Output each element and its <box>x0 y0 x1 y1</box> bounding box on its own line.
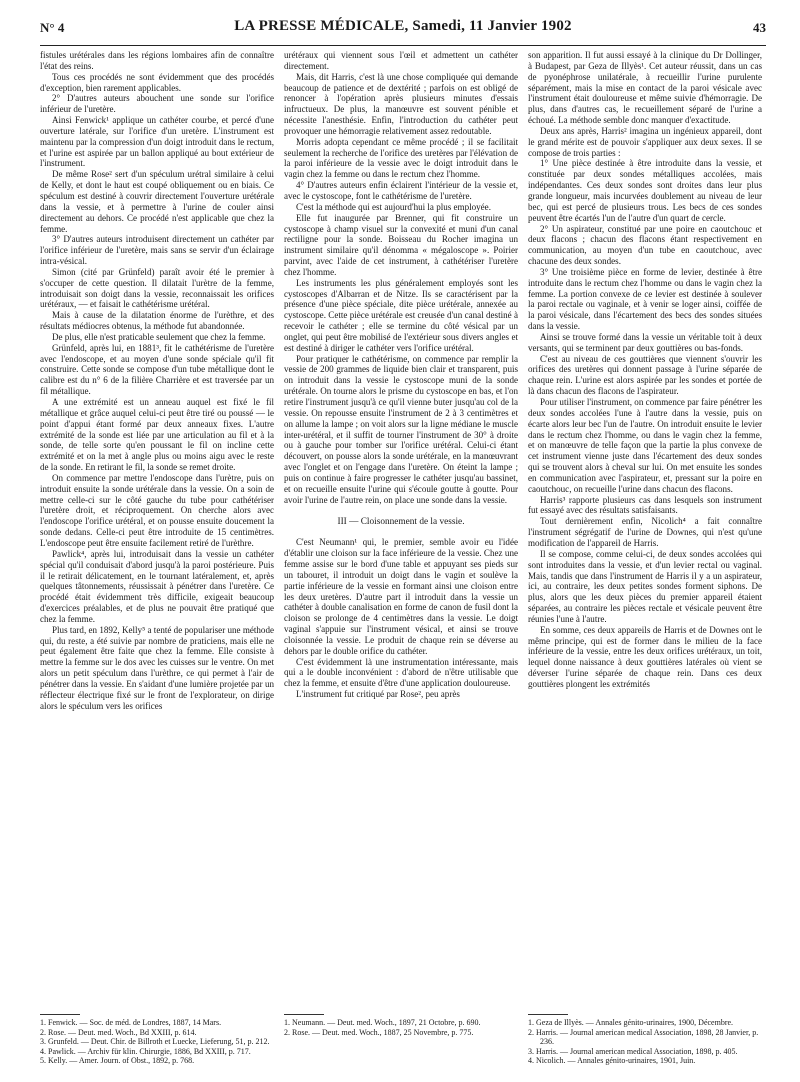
issue-number: N° 4 <box>40 20 65 35</box>
paragraph: Il se compose, comme celui-ci, de deux sondes accolées qui sont introduites dans la vessie, et d'un levier rectal ou vaginal. Mais, tandis que dans l'instrument de Harris il y a un aspirateur, ici, au contraire, les deux petites sondes forment siphons. De plus, alors que les deux pièces du premier appareil étaient séparées, au contraire les pièces rectale et vésicale peuvent être réunies l'une à l'autre. <box>528 548 762 624</box>
journal-title: LA PRESSE MÉDICALE, Samedi, 11 Janvier 1902 <box>234 18 572 34</box>
paragraph: Les instruments les plus généralement employés sont les cystoscopes d'Albarran et de Nitze. Ils se caractérisent par la présence d'une pièce spéciale, dite pièce urétérale, annexée au cystoscope. Cette pièce urétérale est creusée d'un canal destiné à recevoir le cathéter ; elle se termine du côté vésical par un onglet, qui peut être mobilisé de l'extérieur sous divers angles et est destiné à diriger le cathéter vers l'orifice urétéral. <box>284 277 518 353</box>
paragraph: Tous ces procédés ne sont évidemment que des procédés d'exception, bien rarement applicables. <box>40 71 274 93</box>
paragraph: Grünfeld, après lui, en 1881³, fit le cathétérisme de l'uretère avec l'endoscope, et au moyen d'une sonde spéciale qu'il fit construire. Cette sonde se compose d'un tube métallique dont le calibre est du n° 6 de la filière Charrière et est traversée par un fil métallique. <box>40 342 274 397</box>
paragraph: On commence par mettre l'endoscope dans l'urètre, puis on introduit ensuite la sonde urétérale dans la vessie. On a soin de mettre celle-ci sur le côté gauche du tube pour cathétériser l'uretère droit, et réciproquement. On cherche alors avec l'endoscope l'orifice urétéral, et on pousse ensuite doucement la sonde dedans. Celle-ci peut être introduite de 15 centimètres. L'endoscope peut être ensuite facilement retiré de l'urèthre. <box>40 472 274 548</box>
paragraph: urétéraux qui viennent sous l'œil et admettent un cathéter directement. <box>284 50 518 71</box>
paragraph: Pour pratiquer le cathétérisme, on commence par remplir la vessie de 200 grammes de liquide bien clair et transparent, puis on introduit dans la vessie le cystoscope muni de la sonde urétérale. On tourne alors le prisme du cystoscope en bas, et l'on retire l'instrument jusqu'à ce qu'il vienne buter jusqu'au col de la vessie. On repousse ensuite l'instrument de 2 à 3 centimètres et on allume la lampe ; on voit alors sur la ligne médiane le muscle inter-urétéral, et il suffit de tourner l'instrument de 30° à droite ou à gauche pour tomber sur l'orifice urétéral. Celui-ci étant découvert, on pousse alors la sonde urétérale, en la manœuvrant avec l'onglet et on l'engage dans l'uretère. On éteint la lampe ; puis on continue à faire progresser le cathéter jusqu'au bassinet, et on recueille ensuite l'urine qui s'écoule goutte à goutte. Pour avoir l'urine de l'autre rein, on place une sonde dans la vessie. <box>284 353 518 505</box>
footnote: 2. Rose. — Deut. med. Woch., Bd XXIII, p. 614. <box>40 1027 197 1037</box>
paragraph: 3° Une troisième pièce en forme de levier, destinée à être introduite dans le rectum chez l'homme ou dans le vagin chez la femme. La portion convexe de ce levier est destinée à soulever la paroi rectale ou vaginale, et à venir se loger ainsi, coiffée de la paroi vésicale, dans l'écartement des becs des sondes situées dans la vessie. <box>528 266 762 332</box>
paragraph: fistules urétérales dans les régions lombaires afin de connaître l'état des reins. <box>40 50 274 71</box>
paragraph: De même Rose² sert d'un spéculum urétral similaire à celui de Kelly, et dont le haut est coupé obliquement ou en biais. Ce spéculum est destiné à couvrir directement l'ouverture urétérale dans la vessie, et à permettre à l'urine de couler ainsi directement au dehors. Ce procédé n'est applicable que chez la femme. <box>40 169 274 234</box>
column-1 <box>40 50 274 711</box>
footnote: 2. Rose. — Deut. med. Woch., 1887, 25 Novembre, p. 775. <box>284 1027 474 1037</box>
footnote: 1. Geza de Illyès. — Annales génito-urinaires, 1900, Décembre. <box>528 1018 734 1027</box>
paragraph: Plus tard, en 1892, Kelly⁵ a tenté de populariser une méthode qui, du reste, a été suivie par nombre de praticiens, mais elle ne peut également être faite que chez la femme. Elle consiste à mettre la femme sur le dos avec les cuisses sur le ventre. On met alors un petit spéculum dans l'urèthre, ce qui permet à l'air de pénétrer dans la vessie. En s'aidant d'une lumière projetée par un réflecteur électrique fixé sur le front de l'explorateur, on dirige alors le spéculum vers les orifices <box>40 624 274 711</box>
paragraph: Harris³ rapporte plusieurs cas dans lesquels son instrument fut essayé avec des résultats satisfaisants. <box>528 494 762 516</box>
header-rule <box>40 45 766 46</box>
paragraph: Pour utiliser l'instrument, on commence par faire pénétrer les deux sondes accolées l'une à l'autre dans la vessie, puis on écarte alors leur bec l'un de l'autre. On introduit ensuite le levier dans le rectum chez l'homme, ou dans le vagin chez la femme, et on manœuvre de telle façon que la partie la plus convexe de cet instrument vienne juste dans l'écartement des deux sondes qui se trouvent alors à cheval sur lui. On met ensuite les sondes en communication avec l'aspirateur, et, pressant sur la poire en caoutchouc, on recueille l'urine dans chacun des flacons. <box>528 397 762 494</box>
paragraph: A une extrémité est un anneau auquel est fixé le fil métallique et grâce auquel celui-ci peut être tiré ou poussé — le point d'appui étant formé par deux anneaux fixes. L'autre extrémité de la sonde est liée par une articulation au fil et à la sonde, de telle sorte qu'en poussant le fil on incline cette extrémité et on la met à angle plus ou moins aigu avec le reste de la sonde. En retirant le fil, la sonde se remet droite. <box>40 397 274 473</box>
paragraph: De plus, elle n'est praticable seulement que chez la femme. <box>52 331 266 342</box>
footnotes-column-1 <box>40 1018 274 1066</box>
footnotes-column-2 <box>284 1018 518 1037</box>
paragraph: C'est Neumann¹ qui, le premier, semble avoir eu l'idée d'établir une cloison sur la face inférieure de la vessie. Chez une femme assise sur le bord d'une table et appuyant ses pieds sur un tabouret, il introduit un doigt dans le vagin et soulève la partie inférieure de la vessie en formant ainsi une cloison entre les deux uretères. D'autre part il introduit dans la vessie un cathéter à double canalisation en forme de canon de fusil dont la cloison se prolonge de 4 centimètres dans la vessie. Le doigt vaginal s'appuie sur l'instrument vésical, et ainsi se trouve cloisonnée la vessie. Le produit de chaque rein se déverse au dehors par le double orifice du cathéter. <box>284 537 518 656</box>
paragraph: son apparition. Il fut aussi essayé à la clinique du Dr Dollinger, à Budapest, par Geza de Illyès¹. Cet auteur réussit, dans un cas de pyonéphrose unilatérale, à recueillir l'urine purulente séparément, mais la mise en contact de la paroi vésicale avec l'instrument était douloureuse et même suivie d'hémorragie. De plus, dans d'autres cas, le recueillement séparé de l'urine a échoué. La méthode semble donc manquer d'exactitude. <box>528 50 762 126</box>
footnote: 5. Kelly. — Amer. Journ. of Obst., 1892, p. 768. <box>40 1056 195 1066</box>
footnote: 4. Pawlick. — Archiv für klin. Chirurgie, 1886, Bd XXIII, p. 717. <box>40 1046 251 1056</box>
footnote: 1. Fenwick. — Soc. de méd. de Londres, 1887, 14 Mars. <box>40 1018 222 1027</box>
footnote-rule <box>284 1014 324 1015</box>
paragraph: Mais à cause de la dilatation énorme de l'urèthre, et des résultats médiocres obtenus, la méthode fut abandonnée. <box>40 310 274 332</box>
paragraph: 1° Une pièce destinée à être introduite dans la vessie, et constituée par deux sondes métalliques accolées, mais indépendantes. Ces deux sondes sont droites dans leur plus grande longueur, mais incurvées doublement au niveau de leur bec, qui est percé de plusieurs trous. Les becs de ces sondes peuvent être écartés l'un de l'autre d'un quart de cercle. <box>528 158 762 223</box>
paragraph: En somme, ces deux appareils de Harris et de Downes ont le même principe, qui est de former dans le milieu de la face inférieure de la vessie, entre les deux orifices urétéraux, un toit, lequel donne naissance à deux gouttières latérales où vient se déverser l'urine séparée de chaque rein. Dans ces deux gouttières plongent les extrémités <box>528 624 762 689</box>
footnote: 3. Harris. — Journal american medical Association, 1898, p. 405. <box>528 1046 738 1056</box>
paragraph: 4° D'autres auteurs enfin éclairent l'intérieur de la vessie et, avec le cystoscope, font le cathétérisme de l'uretère. <box>284 180 518 201</box>
column-2 <box>284 50 518 700</box>
paragraph: C'est au niveau de ces gouttières que viennent s'ouvrir les orifices des uretères qui donnent passage à l'urine séparée de chaque rein. L'urine est alors aspirée par les sondes et portée de là dans chacun des flacons de l'aspirateur. <box>528 353 762 397</box>
column-3 <box>528 50 762 690</box>
paragraph: Mais, dit Harris, c'est là une chose compliquée qui demande beaucoup de patience et de dextérité ; parfois on est obligé de renoncer à l'opération après plusieurs minutes d'essais infructueux. De plus, la manœuvre est souvent pénible et nécessite l'anesthésie. Enfin, l'introduction du cathéter peut provoquer une hémorragie relativement assez redoutable. <box>284 71 518 136</box>
paragraph: Morris adopta cependant ce même procédé ; il se facilitait seulement la recherche de l'orifice des uretères par l'élévation de la paroi inférieure de la vessie avec le doigt introduit dans le vagin chez la femme ou dans le rectum chez l'homme. <box>284 136 518 180</box>
paragraph: C'est évidemment là une instrumentation intéressante, mais qui a le double inconvénient : d'abord de n'être utilisable que chez la femme, et ensuite d'être d'une application douloureuse. <box>284 656 518 689</box>
paragraph: C'est la méthode qui est aujourd'hui la plus employée. <box>296 201 491 212</box>
paragraph: L'instrument fut critiqué par Rose², peu après <box>296 689 460 700</box>
section-title: III — Cloisonnement de la vessie. <box>337 517 465 528</box>
footnotes-column-3 <box>528 1018 762 1066</box>
paragraph: Simon (cité par Grünfeld) paraît avoir été le premier à s'occuper de cette question. Il dilatait l'urètre de la femme, introduisait son doigt dans la vessie, reconnaissait les orifices urétéraux, — et faisait le cathétérisme urétéral. <box>40 266 274 310</box>
footnote: 2. Harris. — Journal american medical Association, 1898, 28 Janvier, p. 236. <box>528 1027 759 1047</box>
footnote: 4. Nicolich. — Annales génito-urinaires, 1901, Juin. <box>528 1056 696 1066</box>
paragraph: Ainsi se trouve formé dans la vessie un véritable toit à deux versants, qui se terminent par deux gouttières ou bas-fonds. <box>528 331 762 353</box>
paragraph: Pawlick⁴, après lui, introduisait dans la vessie un cathéter spécial qu'il conduisait d'abord jusqu'à la paroi postérieure. Puis il le retirait délicatement, en le tournant latéralement, et, après quelques tâtonnements, réussissait à pénétrer dans l'uretère. Ce procédé était évidemment très difficile, exigeait beaucoup d'exercices préalables, et de plus ne pouvait être pratiqué que chez la femme. <box>40 548 274 624</box>
page-header <box>40 18 766 42</box>
paragraph: Ainsi Fenwick¹ applique un cathéter courbe, et percé d'une ouverture latérale, sur l'orifice d'un uretère. L'instrument est maintenu par la compression d'un doigt introduit dans le rectum, et l'urine est aspirée par un ballon appliqué au bout extérieur de l'instrument. <box>40 115 274 169</box>
paragraph: Deux ans après, Harris² imagina un ingénieux appareil, dont le grand mérite est de pouvoir s'appliquer aux deux sexes. Il se compose de trois parties : <box>528 125 762 158</box>
footnote-rule <box>40 1014 80 1015</box>
paragraph: Elle fut inaugurée par Brenner, qui fit construire un cystoscope à champ visuel sur la convexité et muni d'un canal rectiligne pour la sonde. Boisseau du Rocher imagina un instrument similaire qu'il dénomma « mégaloscope ». Poirier parvint, avec l'aide de cet instrument, à cathétériser l'uretère chez l'homme. <box>284 212 518 277</box>
footnote: 3. Grunfeld. — Deut. Chir. de Billroth et Luecke, Lieferung, 51, p. 212. <box>40 1037 270 1047</box>
paragraph: Tout dernièrement enfin, Nicolich⁴ a fait connaître l'instrument ségrégatif de l'urine de Downes, qui n'est qu'une modification de l'appareil de Harris. <box>528 516 762 548</box>
paragraph: 3° D'autres auteurs introduisent directement un cathéter par l'orifice inférieur de l'uretère, mais sans se servir d'un éclairage intra-vésical. <box>40 234 274 267</box>
page-number: 43 <box>753 20 766 35</box>
paragraph: 2° D'autres auteurs abouchent une sonde sur l'orifice inférieur de l'uretère. <box>40 93 274 115</box>
paragraph: 2° Un aspirateur, constitué par une poire en caoutchouc et deux flacons ; chacun des flacons étant respectivement en communication, au moyen d'un tube en caoutchouc, avec chacune des deux sondes. <box>528 223 762 267</box>
footnote: 1. Neumann. — Deut. med. Woch., 1897, 21 Octobre, p. 690. <box>284 1018 481 1027</box>
footnote-rule <box>528 1014 568 1015</box>
